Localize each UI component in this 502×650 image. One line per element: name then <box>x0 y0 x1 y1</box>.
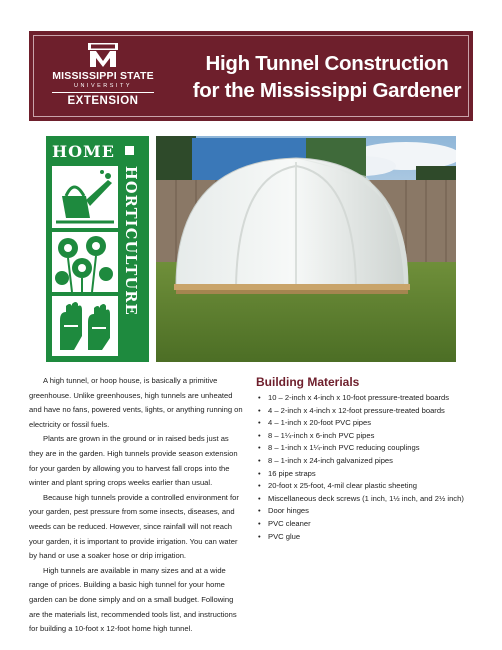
msu-extension-logo <box>44 42 162 120</box>
badge-horticulture-column <box>122 166 144 356</box>
high-tunnel-photo <box>156 136 456 362</box>
page-title <box>182 50 472 104</box>
badge-home-word: HOME <box>52 142 115 161</box>
intro-paragraph-2: Plants are grown in the ground or in raised beds just as they are in the garden. High tunnels provide season extension for your garden by allowing you to harvest fall crops into the winter and plant spring crops weeks earlier than usual. <box>29 434 238 488</box>
list-item: • Miscellaneous deck screws (1 inch, 1½ inch, and 2½ inch) <box>258 493 464 503</box>
logo-extension-text: EXTENSION <box>67 95 139 107</box>
list-item: • Door hinges <box>258 506 309 516</box>
badge-square <box>125 146 134 155</box>
title-line-1: High Tunnel Construction <box>205 52 449 75</box>
intro-paragraph-1: A high tunnel, or hoop house, is basically a primitive greenhouse. Unlike greenhouses, high tunnels are unheated and have no fans, powered vents, lights, or anything running on electricity or fossil fuels. <box>29 376 243 429</box>
watering-can-illustration <box>52 166 118 228</box>
header-banner <box>29 31 473 121</box>
list-item: • PVC cleaner <box>258 518 311 528</box>
intro-paragraph-4: High tunnels are available in many sizes and at a wide range of prices. Building a basic high tunnel for your home garden can be done simply and on a small budget. Following are the materials list, recommended tools list, and instructions for building a 10-foot x 12-foot home high tunnel. <box>29 565 237 634</box>
intro-text-column <box>29 374 245 637</box>
list-item: • 4 – 1-inch x 20-foot PVC pipes <box>258 418 371 428</box>
intro-paragraph-3: Because high tunnels provide a controlled environment for your garden, pest pressure from some insects, diseases, and weeds can be reduced. However, since rainfall will not reach your garden, it is important to provide irrigation. You can water by hand or use a soaker hose or drip irrigation. <box>29 492 239 561</box>
logo-divider <box>52 92 154 93</box>
flowers-illustration <box>52 232 118 292</box>
list-item: • 8 – 1-inch x 24-inch galvanized pipes <box>258 455 393 465</box>
list-item: • 8 – 1-inch x 1¼-inch PVC reducing couplings <box>258 443 420 453</box>
banner-border <box>33 35 469 117</box>
list-item: • PVC glue <box>258 531 301 541</box>
logo-sub-text: UNIVERSITY <box>73 83 132 89</box>
list-item: • 8 – 1¼-inch x 6-inch PVC pipes <box>258 430 375 440</box>
title-line-2: for the Mississippi Gardener <box>192 79 462 102</box>
building-materials-heading: Building Materials <box>256 375 360 389</box>
list-item: • 4 – 2-inch x 4-inch x 12-foot pressure-treated boards <box>258 405 445 415</box>
gloves-illustration <box>52 296 118 356</box>
home-horticulture-badge <box>46 136 149 362</box>
list-item: • 10 – 2-inch x 4-inch x 10-foot pressure-treated boards <box>258 393 450 402</box>
building-materials-list <box>258 392 498 543</box>
badge-horticulture-word: HORTICULTURE <box>122 166 139 316</box>
list-item: • 16 pipe straps <box>258 468 316 478</box>
logo-university-text: MISSISSIPPI STATE <box>52 70 154 82</box>
list-item: • 20-foot x 25-foot, 4-mil clear plastic sheeting <box>258 481 417 491</box>
msu-seal-icon <box>84 42 122 68</box>
